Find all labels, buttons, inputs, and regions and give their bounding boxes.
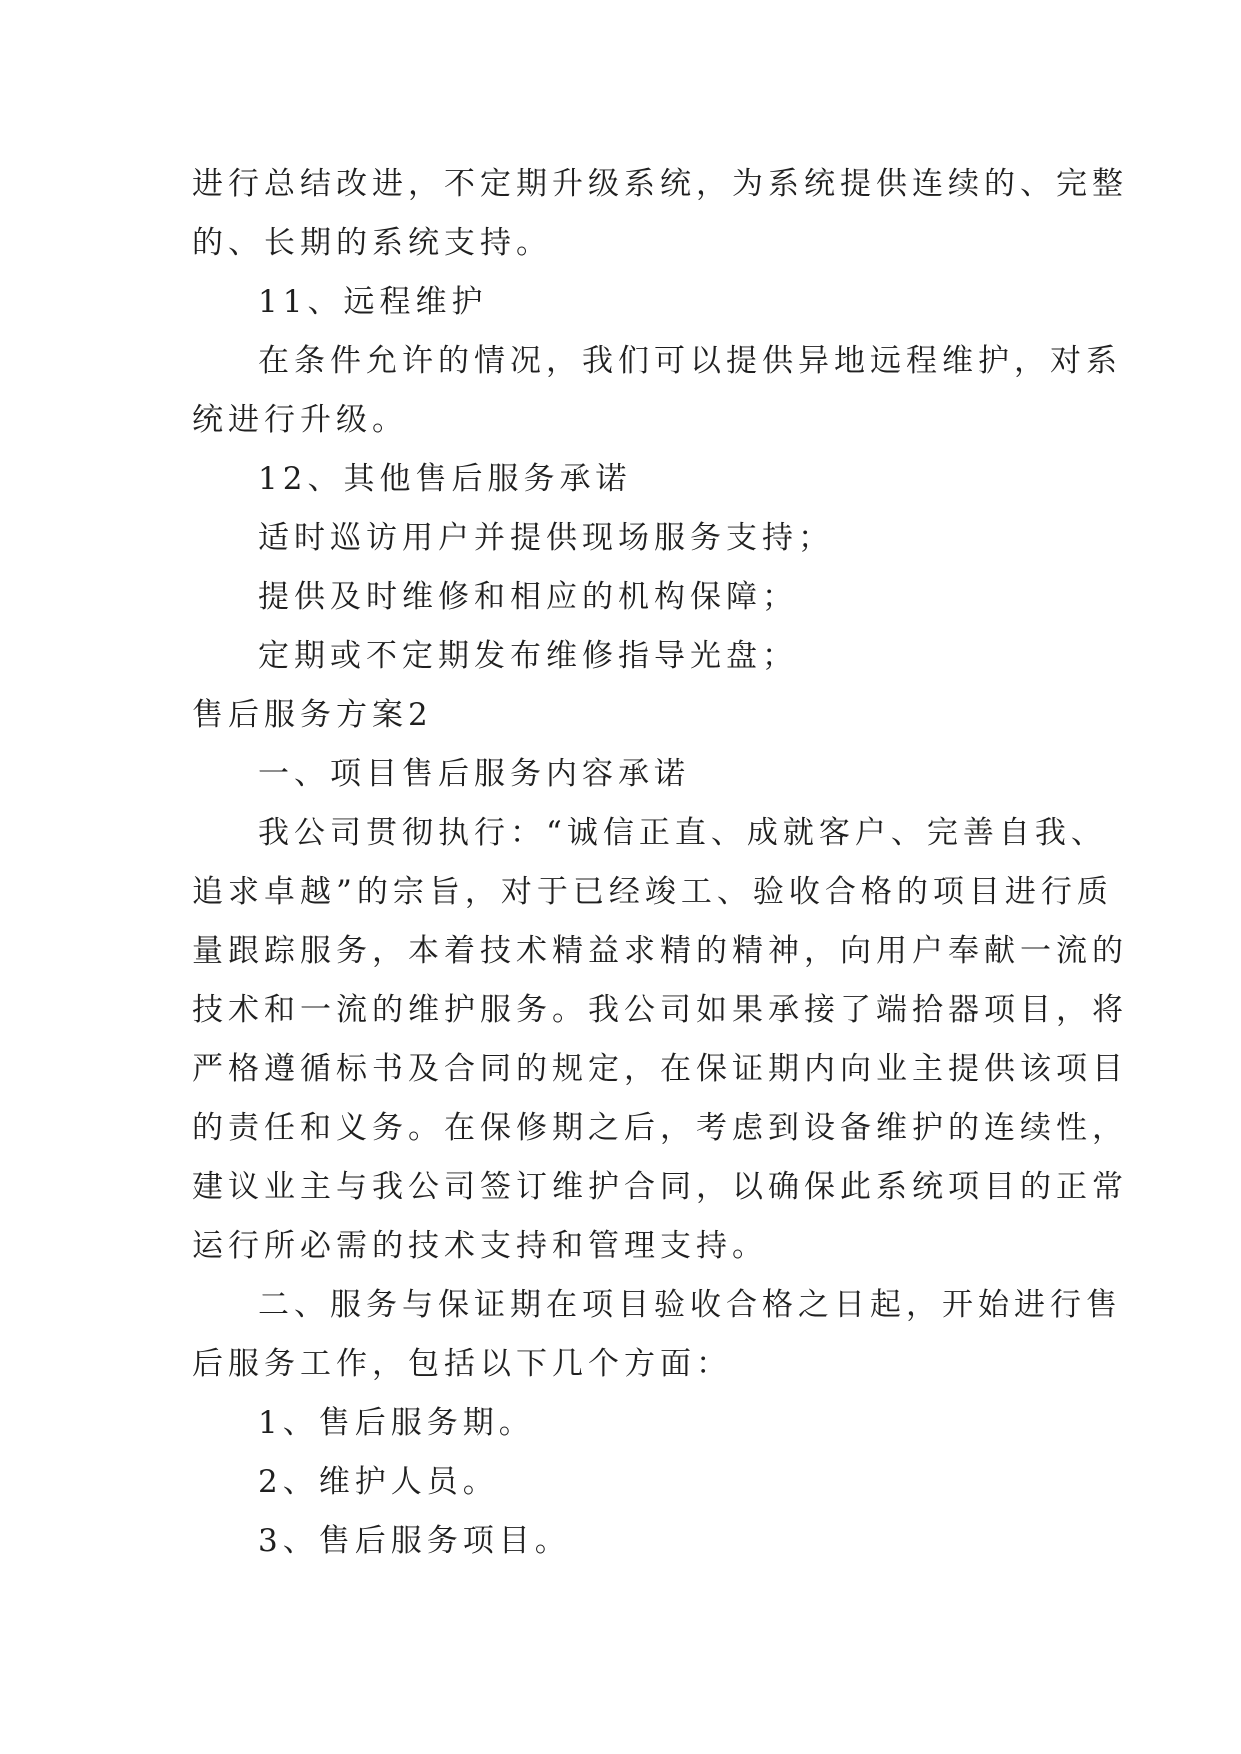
- section-heading-warranty-period: 二、服务与保证期在项目验收合格之日起，开始进行售: [258, 1287, 1122, 1323]
- paragraph-line: 进行总结改进，不定期升级系统，为系统提供连续的、完整: [192, 166, 1128, 202]
- paragraph-line: 后服务工作，包括以下几个方面：: [192, 1346, 732, 1382]
- list-item: 3、售后服务项目。: [258, 1523, 571, 1559]
- list-item: 适时巡访用户并提供现场服务支持；: [258, 520, 834, 556]
- list-item: 提供及时维修和相应的机构保障；: [258, 579, 798, 615]
- section-heading-service-commitment: 一、项目售后服务内容承诺: [258, 756, 690, 792]
- paragraph-line: 严格遵循标书及合同的规定，在保证期内向业主提供该项目: [192, 1051, 1128, 1087]
- section-heading-remote-maintenance: 11、远程维护: [258, 284, 488, 320]
- paragraph-line: 追求卓越”的宗旨，对于已经竣工、验收合格的项目进行质: [192, 874, 1113, 910]
- paragraph-line: 在条件允许的情况，我们可以提供异地远程维护，对系: [258, 343, 1122, 379]
- list-item: 2、维护人员。: [258, 1464, 499, 1500]
- paragraph-line: 量跟踪服务，本着技术精益求精的精神，向用户奉献一流的: [192, 933, 1128, 969]
- paragraph-line: 技术和一流的维护服务。我公司如果承接了端拾器项目，将: [192, 992, 1128, 1028]
- paragraph-line: 统进行升级。: [192, 402, 408, 438]
- paragraph-line: 我公司贯彻执行：“诚信正直、成就客户、完善自我、: [258, 815, 1107, 851]
- list-item: 定期或不定期发布维修指导光盘；: [258, 638, 798, 674]
- paragraph-line: 的责任和义务。在保修期之后，考虑到设备维护的连续性，: [192, 1110, 1128, 1146]
- paragraph-line: 建议业主与我公司签订维护合同，以确保此系统项目的正常: [192, 1169, 1128, 1205]
- paragraph-line: 的、长期的系统支持。: [192, 225, 552, 261]
- document-body: [192, 155, 1128, 1571]
- list-item: 1、售后服务期。: [258, 1405, 535, 1441]
- document-title-plan-2: 售后服务方案2: [192, 697, 433, 733]
- section-heading-other-commitments: 12、其他售后服务承诺: [258, 461, 632, 497]
- paragraph-line: 运行所必需的技术支持和管理支持。: [192, 1228, 768, 1264]
